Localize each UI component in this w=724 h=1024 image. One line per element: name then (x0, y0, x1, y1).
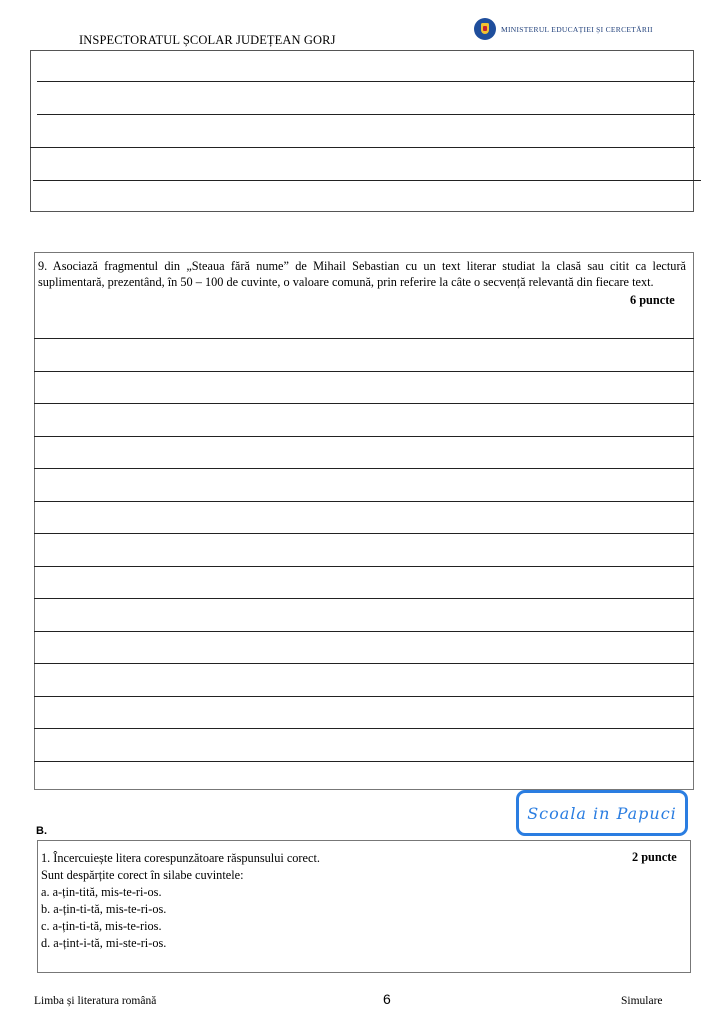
answer-line (33, 180, 701, 181)
ministry-logo (474, 16, 653, 42)
answer-line (34, 436, 694, 437)
question-1-prompt: Sunt despărțite corect în silabe cuvintele: (41, 868, 244, 882)
answer-line (34, 566, 694, 567)
answer-line (34, 338, 694, 339)
answer-line (34, 696, 694, 697)
page-number: 6 (383, 991, 391, 1007)
question-1-content (41, 850, 320, 952)
answer-box-previous (30, 50, 694, 212)
answer-line (34, 761, 694, 762)
answer-line (30, 147, 695, 148)
answer-line (34, 533, 694, 534)
answer-line (34, 501, 694, 502)
inspectorate-title: INSPECTORATUL ȘCOLAR JUDEȚEAN GORJ (79, 33, 336, 47)
answer-line (37, 114, 695, 115)
answer-line (37, 81, 695, 82)
ministry-name: MINISTERUL EDUCAȚIEI ȘI CERCETĂRII (501, 24, 653, 34)
question-9-text: 9. Asociază fragmentul din „Steaua fără nume” de Mihail Sebastian cu un text literar studiat la clasă sau citit ca lectură suplimentară, prezentând, în 50 – 100 de cuvinte, o valoare comună, prin referire la câte o secvență relevantă din fiecare text. (38, 259, 686, 289)
romanian-coat-of-arms-icon (474, 18, 496, 40)
answer-line (34, 468, 694, 469)
answer-line (34, 403, 694, 404)
answer-line (34, 728, 694, 729)
answer-line (34, 631, 694, 632)
footer-label: Simulare (621, 995, 663, 1007)
answer-line (34, 663, 694, 664)
question-1-points: 2 puncte (632, 850, 677, 864)
question-9-points: 6 puncte (630, 293, 675, 307)
option-d[interactable]: d. a-țint-i-tă, mi-ste-ri-os. (41, 936, 167, 950)
question-1-instruction: 1. Încercuiește litera corespunzătoare răspunsului corect. (41, 851, 320, 865)
question-9-box (34, 252, 694, 790)
answer-line (34, 598, 694, 599)
section-b-label: B. (36, 825, 47, 837)
footer-subject: Limba și literatura română (34, 995, 157, 1007)
watermark-stamp: Scoala in Papuci (516, 790, 688, 836)
option-a[interactable]: a. a-țin-tită, mis-te-ri-os. (41, 885, 162, 899)
answer-line (34, 371, 694, 372)
option-b[interactable]: b. a-țin-ti-tă, mis-te-ri-os. (41, 902, 167, 916)
option-c[interactable]: c. a-țin-ti-tă, mis-te-rios. (41, 919, 162, 933)
